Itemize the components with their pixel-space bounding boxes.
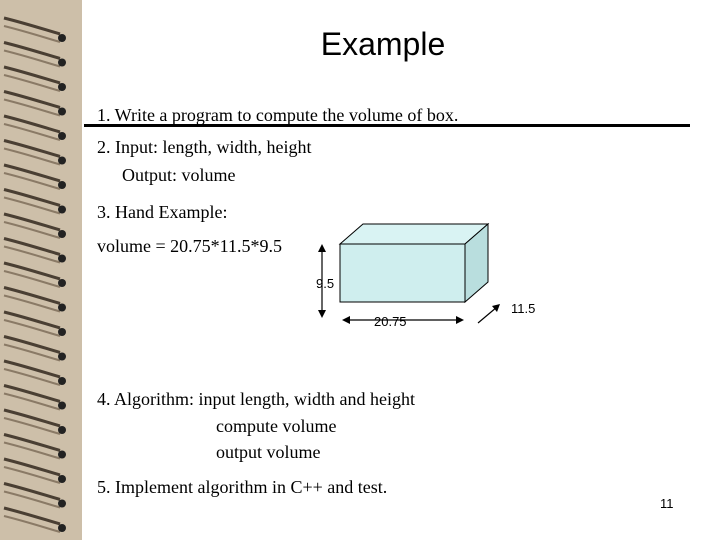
ring-icon — [4, 337, 66, 361]
ring-icon — [4, 508, 66, 532]
width-arrow — [478, 304, 500, 323]
ring-icon — [4, 386, 66, 410]
item-4-step-3: output volume — [216, 442, 321, 462]
item-5: 5. Implement algorithm in C++ and test. — [97, 477, 388, 497]
item-4: 4. Algorithm: input length, width and height — [97, 389, 415, 409]
ring-icon — [4, 67, 66, 91]
slide-title: Example — [320, 26, 446, 62]
ring-icon — [4, 116, 66, 140]
ring-icon — [4, 410, 66, 434]
volume-formula: volume = 20.75*11.5*9.5 — [97, 236, 282, 256]
ring-icon — [4, 435, 66, 459]
item-1: 1. Write a program to compute the volume of box. — [97, 105, 459, 125]
ring-icon — [4, 263, 66, 287]
ring-icon — [4, 484, 66, 508]
box-length-label: 20.75 — [374, 314, 407, 329]
item-4-step-2: compute volume — [216, 416, 337, 436]
box-height-label: 9.5 — [316, 276, 335, 291]
ring-icon — [4, 141, 66, 165]
item-2: 2. Input: length, width, height — [97, 137, 312, 157]
ring-icon — [4, 312, 66, 336]
binder-rings — [0, 0, 82, 540]
box-width-label: 11.5 — [511, 301, 536, 316]
ring-icon — [4, 190, 66, 214]
item-3: 3. Hand Example: — [97, 202, 228, 222]
ring-icon — [4, 288, 66, 312]
item-2-output: Output: volume — [122, 165, 236, 185]
ring-icon — [4, 459, 66, 483]
ring-icon — [4, 165, 66, 189]
box-3d — [340, 224, 488, 302]
page-number: 11 — [660, 496, 674, 511]
ring-icon — [4, 92, 66, 116]
ring-icon — [4, 214, 66, 238]
ring-icon — [4, 361, 66, 385]
ring-icon — [4, 239, 66, 263]
box-diagram — [300, 210, 560, 340]
